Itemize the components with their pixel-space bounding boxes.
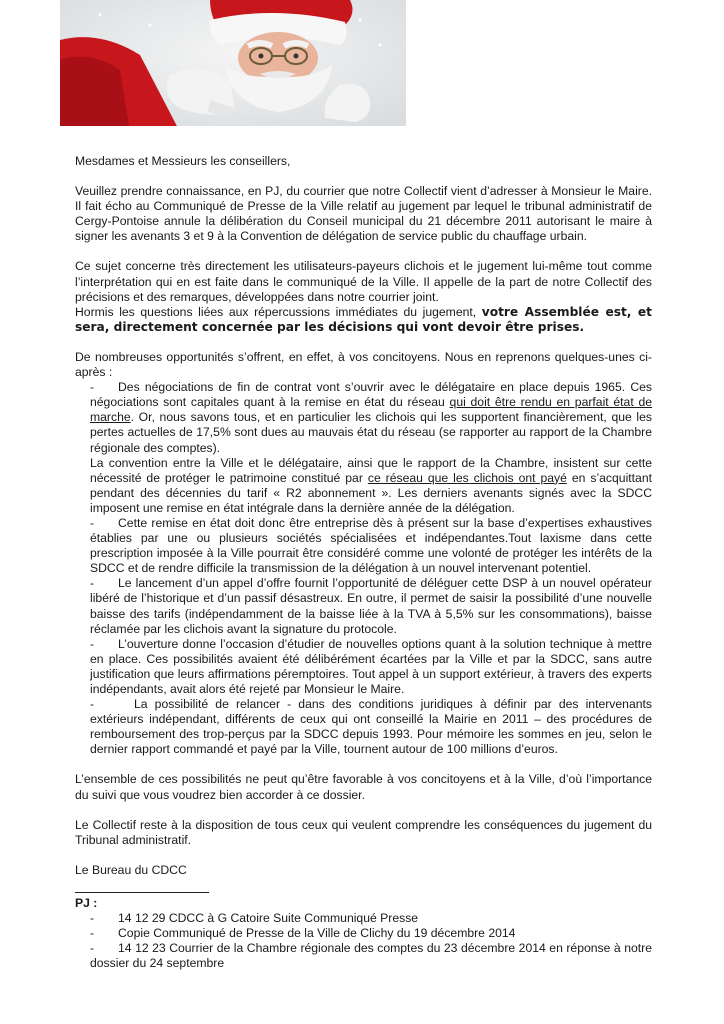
list-dash: - <box>90 926 95 941</box>
list-dash: - <box>90 697 95 712</box>
item-4-text: L’ouverture donne l’occasion d’étudier de nouvelles options quant à la solution technique à mettre en place. Ces possibilités avaient été délibérément écartées par la Ville et par la SDCC, sans autre justification que leurs affirmations péremptoires. Tout appel à un support extérieur, à travers des experts indépendants, avait alors été rejeté par Monsieur le Maire. <box>90 636 652 696</box>
item-5-text: La possibilité de relancer - dans des conditions juridiques à définir par des intervenants extérieurs indépendant, différents de ceux qui ont conseillé la Mairie en 2011 – des procédures de remboursement des trop-perçus par la SDCC depuis 1993. Pour mémoire les sommes en jeu, selon le dernier rapport commandé et payé par la Ville, tournent autour de 100 millions d’euros. <box>90 697 652 757</box>
paragraph-1: Veuillez prendre connaissance, en PJ, du courrier que notre Collectif vient d’adresser à Monsieur le Maire. Il fait écho au Communiqué de Presse de la Ville relatif au jugement par lequel le tribunal administratif de Cergy-Pontoise annule la délibération du Conseil municipal du 21 décembre 2011 autorisant le maire à signer les avenants 3 et 9 à la Convention de délégation de service public du chauffage urbain. <box>75 184 652 244</box>
attachment-item <box>75 926 652 941</box>
attachments-title: PJ : <box>75 895 98 910</box>
list-item <box>75 516 652 576</box>
paragraph-3-text: Hormis les questions liées aux répercussions immédiates du jugement, <box>75 304 482 319</box>
signature: Le Bureau du CDCC <box>75 862 187 877</box>
paragraph-4: De nombreuses opportunités s’offrent, en effet, à vos concitoyens. Nous en reprenons quelques-unes ci-après : <box>75 349 652 380</box>
item-1-underline-2: ce réseau que les clichois ont payé <box>367 470 567 485</box>
paragraph-2: Ce sujet concerne très directement les utilisateurs-payeurs clichois et le jugement lui-même tout comme l’interprétation qui en est faite dans le communiqué de la Ville. Il appelle de la part de notre Collectif des précisions et des remarques, développées dans notre courrier joint. <box>75 259 652 304</box>
santa-illustration <box>60 0 406 132</box>
attachment-item <box>75 941 652 971</box>
item-2-text: Cette remise en état doit donc être entreprise dès à présent sur la base d’expertises exhaustives établies par une ou plusieurs sociétés spécialisées et indépendantes.Tout laxisme dans cette prescription imposée à la Ville pourrait être considéré comme une volonté de protéger les intérêts de la SDCC et de rendre difficile la transmission de la délégation à un nouvel intervenant potentiel. <box>90 515 652 576</box>
list-item <box>75 380 652 455</box>
list-item <box>75 637 652 697</box>
list-dash: - <box>90 941 95 956</box>
list-dash: - <box>90 911 95 926</box>
paragraph-3 <box>75 305 652 335</box>
list-dash: - <box>90 636 95 651</box>
signature-rule <box>75 892 209 893</box>
attachment-3: 14 12 23 Courrier de la Chambre régionale des comptes du 23 décembre 2014 en réponse à notre dossier du 24 septembre <box>90 941 652 971</box>
list-dash: - <box>90 380 95 395</box>
santa-banner-image <box>60 0 406 132</box>
list-item <box>75 697 652 757</box>
list-dash: - <box>90 576 95 591</box>
paragraph-5: L’ensemble de ces possibilités ne peut qu’être favorable à vos concitoyens et à la Ville, d’où l’importance du suivi que vous voudrez bien accorder à ce dossier. <box>75 772 652 802</box>
item-1-text-c: La convention entre la Ville et le délégataire, ainsi que le rapport de la Chambre, insistent sur cette nécessité de protéger le patrimoine constitué par <box>90 455 652 485</box>
list-dash: - <box>90 515 95 530</box>
item-1-text-a: Des négociations de fin de contrat vont s’ouvrir avec le délégataire en place depuis 1965. Ces négociations sont capitales quant à la remise en état du réseau <box>90 380 652 410</box>
list-item-continuation <box>75 456 652 516</box>
attachment-2: Copie Communiqué de Presse de la Ville de Clichy du 19 décembre 2014 <box>118 926 516 941</box>
item-1-text-d: en s’acquittant pendant des décennies du tarif « R2 abonnement ». Les derniers avenants signés avec la SDCC imposent une remise en état intégrale dans la dernière année de la délégation. <box>90 470 653 515</box>
item-3-text: Le lancement d’un appel d’offre fournit l’opportunité de déléguer cette DSP à un nouvel opérateur libéré de l’historique et d’un passif désastreux. En outre, il permet de saisir la possibilité d’une nouvelle baisse des tarifs (indépendamment de la baisse liée à la TVA à 5,5% sur les consommations), baisse réclamée par les clichois avant la signature du protocole. <box>90 576 652 636</box>
paragraph-6: Le Collectif reste à la disposition de tous ceux qui veulent comprendre les conséquences du jugement du Tribunal administratif. <box>75 817 652 847</box>
item-1-text-b: . Or, nous savons tous, et en particulier les clichois qui les supportent financièrement, que les pertes actuelles de 17,5% sont dues au mauvais état du réseau (se rapporter au rapport de la Chambre régionale des comptes). <box>90 410 652 455</box>
item-1-underline: qui doit être rendu en parfait état de marche <box>90 395 652 425</box>
greeting: Mesdames et Messieurs les conseillers, <box>75 154 291 168</box>
list-item <box>75 576 652 636</box>
letter-body <box>75 154 652 971</box>
attachment-item <box>75 911 652 926</box>
attachment-1: 14 12 29 CDCC à G Catoire Suite Communiqué Presse <box>118 911 419 926</box>
paragraph-3-emphasis: votre Assemblée est, et sera, directement concernée par les décisions qui vont devoir être prises. <box>75 304 652 334</box>
